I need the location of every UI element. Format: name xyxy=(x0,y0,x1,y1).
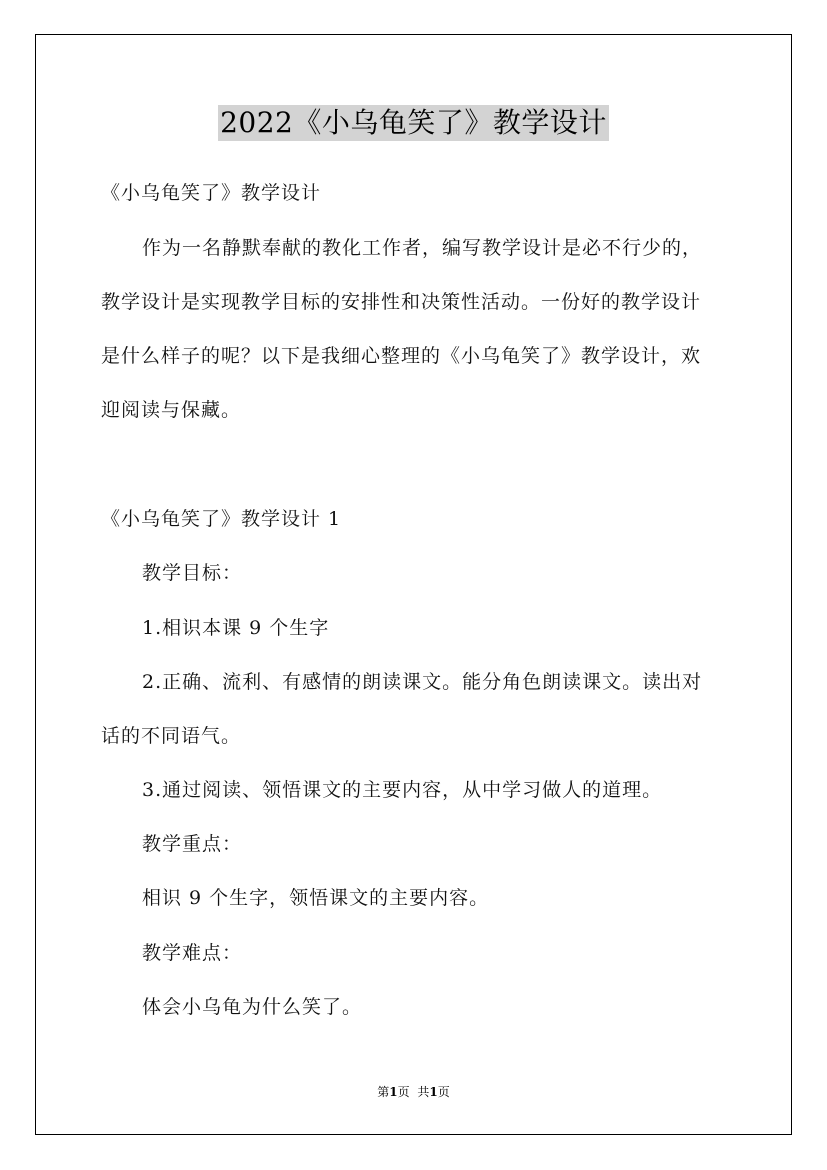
footer-page-number: 1 xyxy=(389,1085,398,1099)
footer-total-suffix: 页 xyxy=(437,1085,450,1099)
footer-page-prefix: 第 xyxy=(377,1085,390,1099)
intro-line-3: 是什么样子的呢？以下是我细心整理的《小乌龟笑了》教学设计，欢 xyxy=(101,345,702,367)
title-container xyxy=(0,105,827,141)
objective-3: 3.通过阅读、领悟课文的主要内容，从中学习做人的道理。 xyxy=(142,779,663,801)
footer-total-number: 1 xyxy=(429,1085,438,1099)
section-heading: 《小乌龟笑了》教学设计 1 xyxy=(101,508,342,530)
page-footer xyxy=(0,1084,827,1100)
intro-line-1: 作为一名静默奉献的教化工作者，编写教学设计是必不行少的， xyxy=(142,237,703,259)
objective-2-line-1: 2.正确、流利、有感情的朗读课文。能分角色朗读课文。读出对 xyxy=(142,671,703,693)
objectives-heading: 教学目标： xyxy=(142,562,243,584)
footer-total-prefix: 共 xyxy=(417,1085,430,1099)
objective-2-line-2: 话的不同语气。 xyxy=(101,725,242,747)
difficulty-text: 体会小乌龟为什么笑了。 xyxy=(142,996,363,1018)
key-points-text: 相识 9 个生字，领悟课文的主要内容。 xyxy=(142,887,490,909)
document-title: 2022《小乌龟笑了》教学设计 xyxy=(220,106,607,139)
footer-page-suffix: 页 xyxy=(397,1085,410,1099)
key-points-heading: 教学重点： xyxy=(142,833,243,855)
intro-line-4: 迎阅读与保藏。 xyxy=(101,399,242,421)
objective-1: 1.相识本课 9 个生字 xyxy=(142,617,330,639)
intro-line-2: 教学设计是实现教学目标的安排性和决策性活动。一份好的教学设计 xyxy=(101,291,702,313)
difficulty-heading: 教学难点： xyxy=(142,942,243,964)
subtitle-line: 《小乌龟笑了》教学设计 xyxy=(101,182,322,204)
